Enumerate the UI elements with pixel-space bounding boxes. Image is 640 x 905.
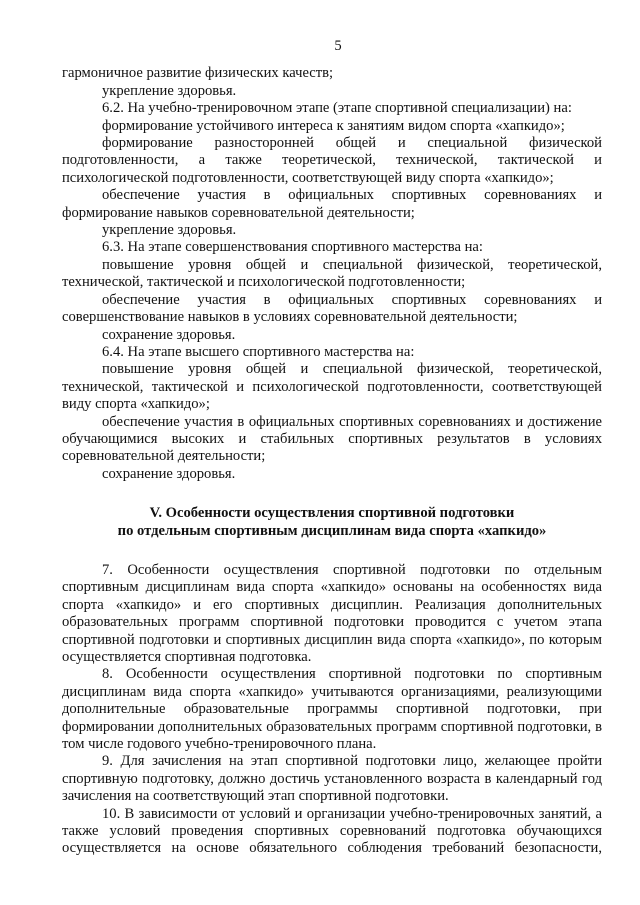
paragraph: гармоничное развитие физических качеств;: [62, 65, 334, 82]
paragraph: повышение уровня общей и специальной физической, теоретической, технической, тактической и психологической подготовленности;: [62, 256, 602, 291]
paragraph: 6.3. На этапе совершенствования спортивного мастерства на:: [102, 239, 483, 256]
section-heading-line-1: V. Особенности осуществления спортивной подготовки: [149, 505, 515, 522]
section-heading-line-2: по отдельным спортивным дисциплинам вида спорта «хапкидо»: [117, 522, 547, 539]
paragraph: 6.4. На этапе высшего спортивного мастерства на:: [102, 343, 415, 360]
paragraph: повышение уровня общей и специальной физической, теоретической, технической, тактической и психологической подготовленности, соответствующей виду спорта «хапкидо»;: [62, 361, 602, 413]
body-text-top: [62, 65, 602, 483]
paragraph: 9. Для зачисления на этап спортивной подготовки лицо, желающее пройти спортивную подготовку, должно достичь установленного возраста в календарный год зачисления на соответствующий этап спортивной подготовки.: [62, 753, 602, 805]
paragraph: 6.2. На учебно-тренировочном этапе (этапе спортивной специализации) на:: [102, 100, 572, 117]
paragraph: 8. Особенности осуществления спортивной подготовки по спортивным дисциплинам вида спорта «хапкидо» учитываются организациями, реализующими дополнительные образовательные программы спортивной подготовки, при формировании дополнительных образовательных программ спортивной подготовки, в том числе годового учебно-тренировочного плана.: [62, 666, 602, 753]
paragraph: обеспечение участия в официальных спортивных соревнованиях и достижение обучающимися высоких и стабильных спортивных результатов в условиях соревновательной деятельности;: [62, 413, 602, 465]
paragraph: формирование разносторонней общей и специальной физической подготовленности, а также теоретической, технической, тактической и психологической подготовленности, соответствующей виду спорта «хапкидо»;: [62, 135, 602, 186]
paragraph: укрепление здоровья.: [102, 82, 237, 99]
paragraph: сохранение здоровья.: [102, 465, 236, 482]
body-text-bottom: [62, 562, 602, 858]
paragraph: сохранение здоровья.: [102, 326, 236, 343]
page-number: 5: [334, 38, 342, 54]
section-heading: [62, 505, 602, 540]
paragraph: 10. В зависимости от условий и организации учебно-тренировочных занятий, а также условий проведения спортивных соревнований подготовка обучающихся осуществляется на основе обязательного соблюдения требований безопасности,: [62, 805, 602, 857]
paragraph: обеспечение участия в официальных спортивных соревнованиях и формирование навыков соревновательной деятельности;: [62, 187, 602, 221]
paragraph: обеспечение участия в официальных спортивных соревнованиях и совершенствование навыков в условиях соревновательной деятельности;: [62, 291, 602, 326]
paragraph: укрепление здоровья.: [102, 222, 237, 239]
paragraph: формирование устойчивого интереса к занятиям видом спорта «хапкидо»;: [102, 117, 565, 134]
paragraph: 7. Особенности осуществления спортивной подготовки по отдельным спортивным дисциплинам вида спорта «хапкидо» основаны на особенностях вида спорта «хапкидо» и его спортивных дисциплин. Реализация дополнительных образовательных программ спортивной подготовки проводится с учетом этапа спортивной подготовки и спортивных дисциплин вида спорта «хапкидо», по которым осуществляется спортивная подготовка.: [62, 561, 602, 665]
